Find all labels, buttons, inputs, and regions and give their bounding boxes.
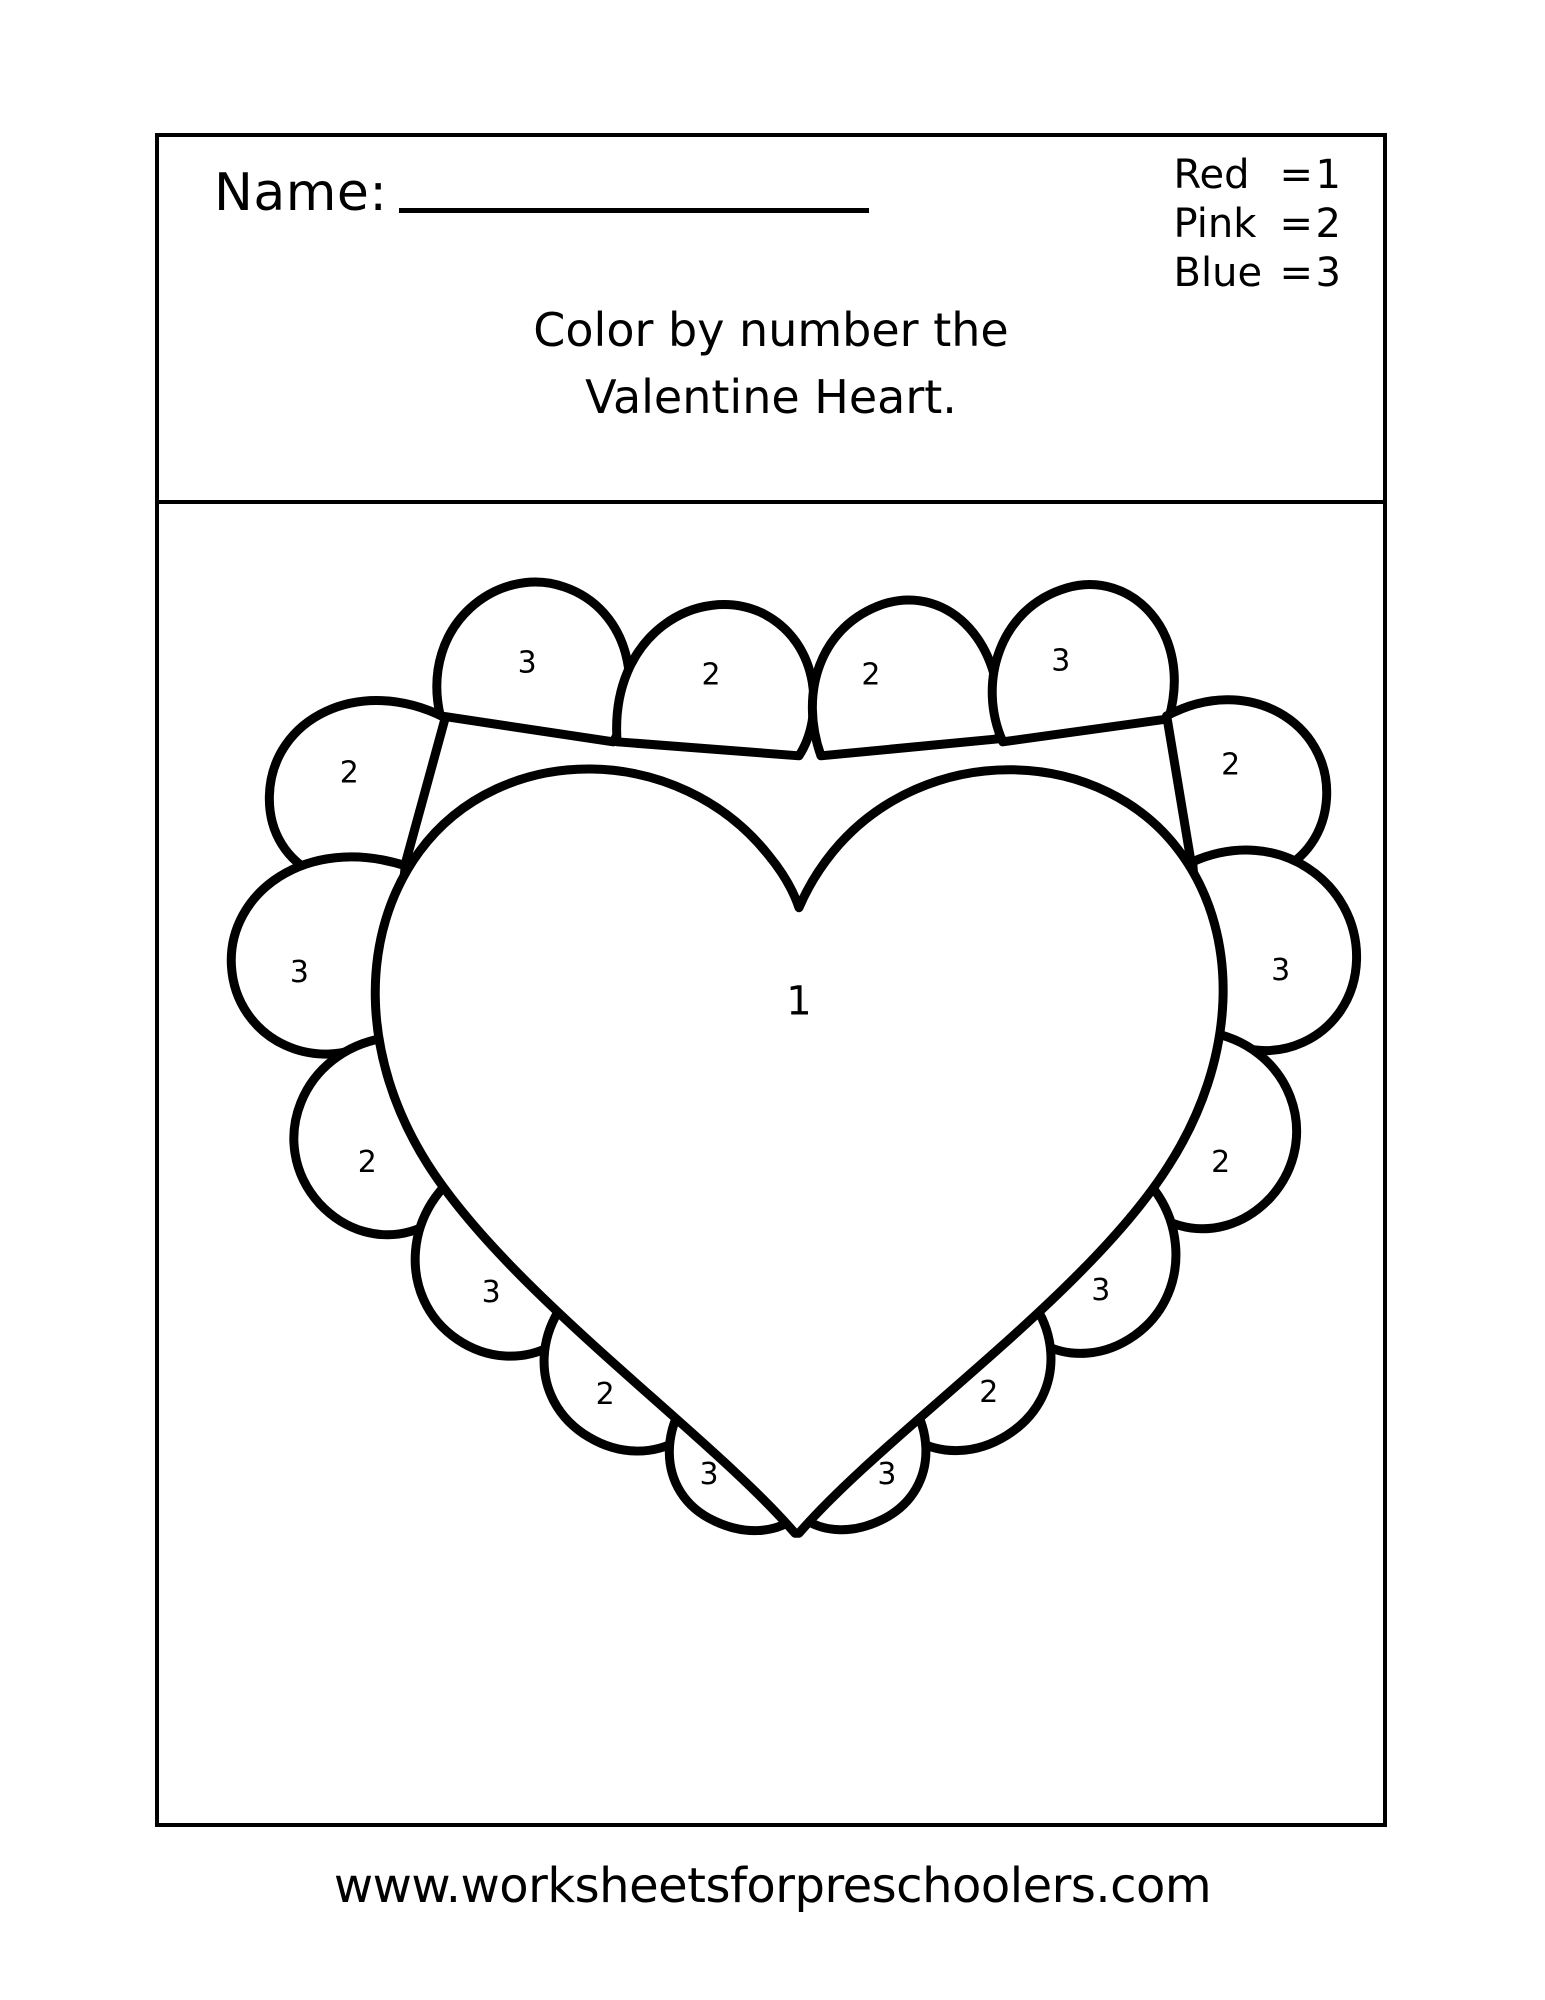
petal-top-right-inner-shape[interactable]: [812, 600, 1000, 756]
footer-url: www.worksheetsforpreschoolers.com: [333, 1858, 1212, 1914]
legend-row-pink: [1174, 200, 1341, 249]
legend-row-blue: [1174, 249, 1341, 298]
petal-number-mid-left: 3: [289, 955, 309, 991]
legend-equals-blue: =: [1279, 249, 1314, 296]
color-legend: [1174, 151, 1341, 297]
petal-number-mid-right: 3: [1271, 953, 1291, 989]
worksheet-frame: [155, 133, 1387, 1827]
legend-row-red: [1174, 151, 1341, 200]
legend-equals-pink: =: [1279, 200, 1314, 247]
petal-number-bottom-right: 3: [1091, 1272, 1111, 1308]
coloring-canvas: [159, 504, 1383, 1823]
instruction-line-2: Valentine Heart.: [585, 369, 957, 424]
heart-artwork: [159, 504, 1383, 1823]
petal-number-upper-left: 2: [339, 755, 359, 791]
petal-number-top-right-outer: 3: [1051, 643, 1071, 679]
petal-number-upper-right: 2: [1221, 747, 1241, 783]
heart-body-shape[interactable]: [375, 769, 1223, 1533]
legend-number-red: 1: [1315, 152, 1341, 198]
legend-equals-red: =: [1279, 152, 1314, 198]
petal-number-bottom-tip-right: 3: [877, 1456, 897, 1492]
legend-color-name-pink: Pink: [1173, 200, 1257, 247]
heart-center-number: 1: [786, 978, 812, 1025]
petal-number-bottom-left-inner: 2: [595, 1376, 615, 1412]
legend-color-name-red: Red: [1173, 152, 1250, 198]
legend-color-name-blue: Blue: [1173, 249, 1263, 296]
petal-top-right-outer-shape[interactable]: [992, 585, 1174, 742]
header-band: [159, 137, 1383, 504]
petal-number-bottom-right-inner: 2: [979, 1374, 999, 1410]
name-write-line[interactable]: [399, 207, 869, 213]
petal-number-lower-right: 2: [1211, 1145, 1231, 1180]
instruction-text: [159, 297, 1383, 430]
petal-number-bottom-left: 3: [481, 1274, 501, 1310]
petal-number-lower-left: 2: [357, 1145, 377, 1180]
legend-number-blue: 3: [1315, 249, 1341, 296]
name-field-row: [214, 163, 869, 223]
instruction-line-1: Color by number the: [533, 303, 1009, 357]
name-label: Name:: [214, 163, 388, 223]
petal-number-top-right-inner: 2: [861, 657, 881, 693]
petal-number-top-left-outer: 3: [517, 645, 537, 681]
petal-number-bottom-tip-left: 3: [699, 1456, 719, 1492]
legend-number-pink: 2: [1315, 200, 1341, 247]
petal-number-top-left-inner: 2: [701, 657, 721, 693]
